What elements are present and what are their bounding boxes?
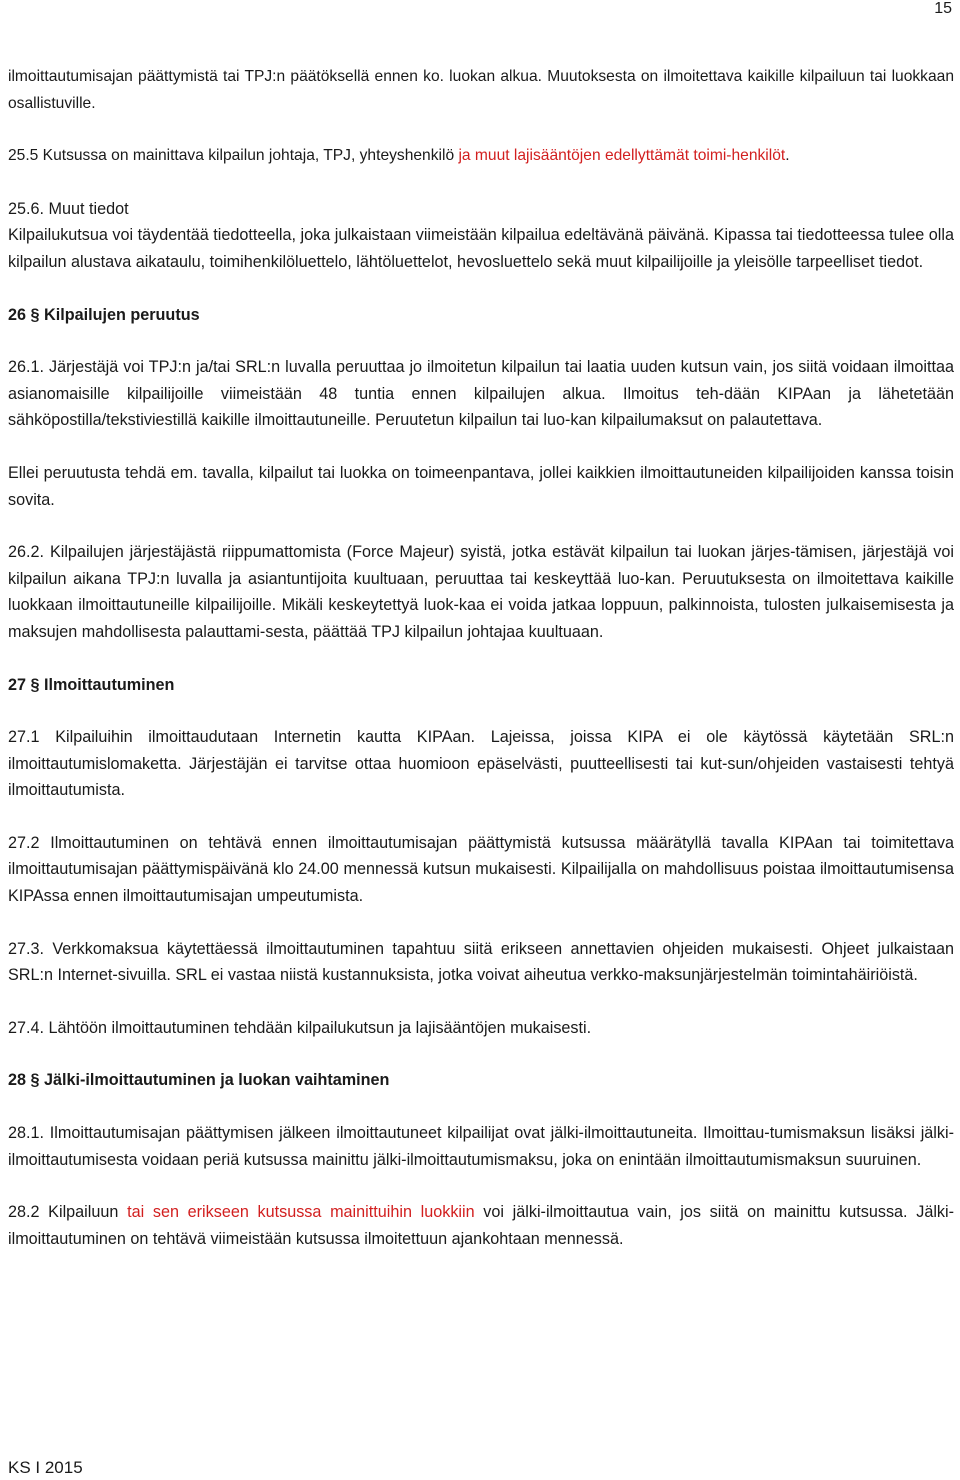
section-26-title: 26 § Kilpailujen peruutus [8, 305, 200, 324]
paragraph-27-2: 27.2 Ilmoittautuminen on tehtävä ennen ilmoittautumisajan päättymistä kutsussa määrätyllä tavalla KIPAan tai toimitettava ilmoittautumisajan päättymispäivänä klo 24.00 mennessä kutsun mukaisesti. Kilpailijalla on mahdollisuus poistaa ilmoittautumisensa KIPAssa ennen ilmoittautumisajan umpeutumista. [8, 833, 954, 906]
paragraph-25-6-heading: 25.6. Muut tiedot [8, 199, 129, 218]
section-27-title: 27 § Ilmoittautuminen [8, 675, 175, 694]
page-number: 15 [934, 0, 952, 17]
paragraph-26-2: 26.2. Kilpailujen järjestäjästä riippumattomista (Force Majeur) syistä, jotka estävät kilpailun tai luokan järjes-tämisen, järjestäjä voi kilpailun aikana TPJ:n luvalla ja asiantuntijoita kuultuaan, peruuttaa tai keskeyttää luo-kan. Peruutuksesta on ilmoitettava kaikille luokkaan ilmoittautuneille kilpailijoille. Mikäli keskeytettyä luok-kaa ei voida jatkaa loppuun, palkinnoista, tulosten julkaisemisesta ja maksujen mahdollisesta palauttami-sesta, päättää TPJ kilpailun johtajaa kuultuaan. [8, 543, 954, 641]
paragraph-27-4: 27.4. Lähtöön ilmoittautuminen tehdään kilpailukutsun ja lajisääntöjen mukaisesti. [8, 1018, 592, 1037]
paragraph-25-5-highlight: ja muut lajisääntöjen edellyttämät toimi-henkilöt [458, 147, 786, 165]
paragraph-26-1: 26.1. Järjestäjä voi TPJ:n ja/tai SRL:n luvalla peruuttaa jo ilmoitetun kilpailun tai laatia uuden kutsun vain, jos siitä voidaan ilmoittaa asianomaisille kilpailijoille viimeistään 48 tuntia ennen kilpailujen alkua. Ilmoitus teh-dään KIPAan ja lähetetään sähköpostilla/tekstiviestillä kaikille ilmoittautuneille. Peruutetun kilpailun tai luo-kan kilpailumaksut on palautettava. [8, 358, 954, 430]
footer-label: KS I 2015 [8, 1458, 83, 1477]
paragraph-28-2-end: voi jälki-ilmoittautua vain, jos siitä on mainittu kutsussa. Jälki-ilmoittautuminen on tehtävä viimeistään kutsussa ilmoitettuun ajankohtaan mennessä. [8, 1203, 954, 1248]
paragraph-28-2-highlight: tai sen erikseen kutsussa mainittuihin luokkiin [127, 1203, 475, 1222]
paragraph-28-2 [8, 1199, 954, 1252]
paragraph-intro: ilmoittautumisajan päättymistä tai TPJ:n päätöksellä ennen ko. luokan alkua. Muutoksesta on ilmoitettava kaikille kilpailuun tai luokkaan osallistuville. [8, 68, 954, 112]
paragraph-26-1b: Ellei peruutusta tehdä em. tavalla, kilpailut tai luokka on toimeenpantava, jollei kaikkien ilmoittautuneiden kilpailijoiden kanssa toisin sovita. [8, 463, 954, 509]
paragraph-28-2-text: 28.2 Kilpailuun [8, 1203, 128, 1222]
paragraph-25-5-end: . [785, 147, 790, 165]
paragraph-27-1: 27.1 Kilpailuihin ilmoittaudutaan Internetin kautta KIPAan. Lajeissa, joissa KIPA ei ole käytössä käytetään SRL:n ilmoittautumislomaketta. Järjestäjän ei tarvitse ottaa huomioon epäselvästi, puutteellisesti tai kut-sun/ohjeiden vastaisesti tehtyä ilmoittautumista. [8, 728, 954, 800]
paragraph-25-5 [8, 143, 954, 170]
paragraph-25-6 [8, 196, 954, 276]
section-28-title: 28 § Jälki-ilmoittautuminen ja luokan vaihtaminen [8, 1071, 390, 1090]
document-body [8, 64, 954, 1278]
paragraph-27-3: 27.3. Verkkomaksua käytettäessä ilmoittautuminen tapahtuu siitä erikseen annettavien ohjeiden mukaisesti. Ohjeet julkaistaan SRL:n Internet-sivuilla. SRL ei vastaa niistä kustannuksista, jotka voivat aiheutua verkko-maksunjärjestelmän toimintahäiriöistä. [8, 939, 954, 985]
paragraph-25-6-body: Kilpailukutsua voi täydentää tiedotteella, joka julkaistaan viimeistään kilpailua edeltävänä päivänä. Kipassa tai tiedotteessa tulee olla kilpailun alustava aikataulu, toimihenkilöluettelo, lähtöluettelot, hevosluettelo sekä muut kilpailijoille ja yleisölle tarpeelliset tiedot. [8, 226, 954, 271]
paragraph-28-1: 28.1. Ilmoittautumisajan päättymisen jälkeen ilmoittautuneet kilpailijat ovat jälki-ilmoittautuneita. Ilmoittau-tumismaksun lisäksi jälki-ilmoittautumisesta voidaan periä kutsussa mainittu jälki-ilmoittautumismaksu, joka on enintään ilmoittautumismaksun suuruinen. [8, 1124, 954, 1169]
paragraph-25-5-text: 25.5 Kutsussa on mainittava kilpailun johtaja, TPJ, yhteyshenkilö [8, 147, 459, 165]
